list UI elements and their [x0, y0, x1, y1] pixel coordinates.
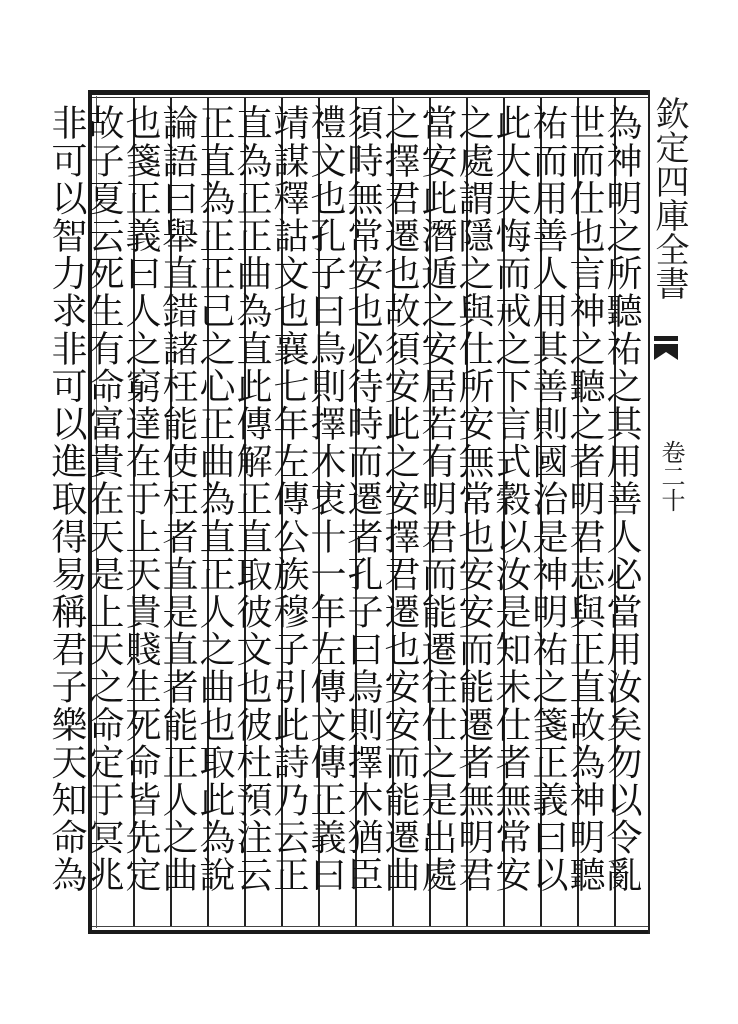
text-column: 直為正正曲為直此傳解正直取彼文也彼杜預注云: [231, 104, 272, 894]
text-column: 論語曰舉直錯諸枉能使枉者直是直者能正人之曲: [157, 104, 198, 894]
text-column: 故子夏云死生有命富貴在天是上天之命定于冥兆: [83, 104, 124, 894]
text-column: 世而仕也言神之聽之者明君志與正直故為神明聽: [564, 104, 605, 894]
text-column: 禮文也孔子曰鳥則擇木衷十一年左傳文傳正義曰: [305, 104, 346, 894]
text-column: 之擇君遷也故須安此之安擇君遷也安安而能遷曲: [379, 104, 420, 894]
text-column: 祐而用善人用其善則國治是神明祐之箋正義曰以: [527, 104, 568, 894]
book-title: 欽定四庫全書: [649, 96, 689, 300]
text-column: 當安此潛遁之安居若有明君而能遷往仕之是出處: [416, 104, 457, 894]
frame-bottom-border: [88, 930, 648, 934]
text-column: 正直為正正己之心正曲為直正人之曲也取此為說: [194, 104, 235, 894]
text-column: 之處謂隱之與仕所安無常也安安而能遷者無明君: [453, 104, 494, 894]
frame-bottom-inner-border: [88, 926, 648, 927]
volume-label: 卷二十: [657, 440, 685, 512]
text-column: 靖謀釋詁文也襄七年左傳公族穆子引此詩乃云正: [268, 104, 309, 894]
text-column: 為神明之所聽祐之其用善人必當用汝矣勿以令亂: [601, 104, 642, 894]
fish-tail-ornament: [652, 334, 680, 364]
frame-top-border: [88, 90, 648, 95]
text-column: 非可以智力求非可以進取得易稱君子樂天知命為: [46, 104, 87, 894]
text-column: 須時無常安也必待時而遷者孔子曰鳥則擇木猶臣: [342, 104, 383, 894]
text-column: 此大夫悔而戒之下言式穀以汝是知未仕者無常安: [490, 104, 531, 894]
text-column: 也箋正義曰人之窮達在于上天貴賤生死命皆先定: [120, 104, 161, 894]
frame-top-inner-border: [88, 97, 648, 98]
